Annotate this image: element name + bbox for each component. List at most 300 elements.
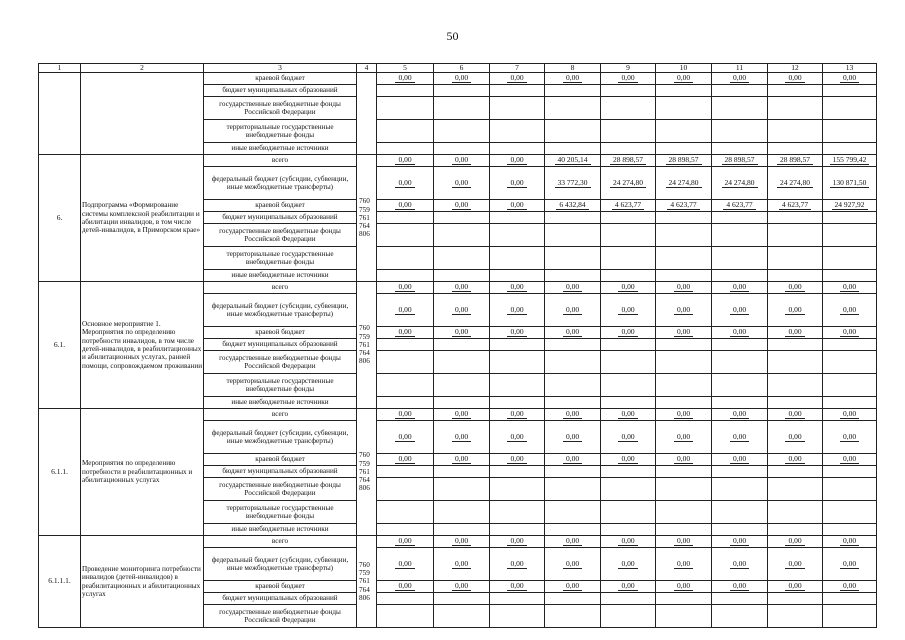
value-text: 0,00	[618, 433, 637, 442]
value-cell	[656, 294, 712, 327]
item-number: 6.1.1.1.	[39, 536, 81, 628]
value-cell	[823, 605, 877, 628]
value-cell	[545, 593, 601, 605]
value-text: 0,00	[563, 455, 582, 464]
value-cell	[377, 120, 434, 143]
value-text: 0,00	[507, 201, 526, 210]
value-cell	[823, 167, 877, 200]
value-text: 0,00	[507, 537, 526, 546]
funding-source: федеральный бюджет (субсидии, субвенции, иные межбюджетные трансферты)	[204, 167, 357, 200]
value-text: 0,00	[618, 283, 637, 292]
value-cell	[490, 605, 545, 628]
value-cell	[434, 351, 490, 374]
value-cell	[601, 327, 656, 339]
value-cell	[768, 294, 823, 327]
value-cell	[768, 270, 823, 282]
table-row	[39, 536, 877, 548]
value-text: 0,00	[730, 455, 749, 464]
column-header: 2	[81, 64, 204, 73]
value-cell	[768, 327, 823, 339]
value-text: 0,00	[395, 179, 414, 188]
value-cell	[434, 478, 490, 501]
value-text: 0,00	[452, 537, 471, 546]
value-text: 0,00	[507, 156, 526, 165]
value-cell	[601, 270, 656, 282]
value-cell	[490, 536, 545, 548]
value-cell	[377, 421, 434, 454]
funding-source: территориальные государственные внебюджетные фонды	[204, 247, 357, 270]
value-cell	[377, 397, 434, 409]
value-cell	[823, 200, 877, 212]
value-text: 6 432,84	[556, 201, 588, 210]
value-cell	[601, 421, 656, 454]
value-text: 0,00	[452, 410, 471, 419]
column-header: 8	[545, 64, 601, 73]
value-cell	[377, 536, 434, 548]
value-cell	[601, 294, 656, 327]
value-cell	[656, 247, 712, 270]
value-cell	[490, 351, 545, 374]
funding-source: бюджет муниципальных образований	[204, 85, 357, 97]
value-text: 0,00	[563, 306, 582, 315]
value-cell	[656, 212, 712, 224]
value-text: 0,00	[563, 410, 582, 419]
value-cell	[712, 270, 768, 282]
value-text: 4 623,77	[667, 201, 699, 210]
value-cell	[656, 478, 712, 501]
value-cell	[656, 524, 712, 536]
value-text: 4 623,77	[779, 201, 811, 210]
value-cell	[823, 97, 877, 120]
value-cell	[434, 605, 490, 628]
value-cell	[601, 409, 656, 421]
value-cell	[434, 409, 490, 421]
value-cell	[712, 97, 768, 120]
value-cell	[823, 224, 877, 247]
funding-source: бюджет муниципальных образований	[204, 339, 357, 351]
value-cell	[434, 581, 490, 593]
value-cell	[656, 143, 712, 155]
item-number: 6.	[39, 155, 81, 282]
funding-source: бюджет муниципальных образований	[204, 593, 357, 605]
item-number: 6.1.	[39, 282, 81, 409]
value-cell	[434, 143, 490, 155]
value-cell	[712, 605, 768, 628]
value-text: 4 623,77	[723, 201, 755, 210]
value-text: 0,00	[730, 560, 749, 569]
column-header: 11	[712, 64, 768, 73]
value-text: 0,00	[785, 306, 804, 315]
value-cell	[712, 524, 768, 536]
value-cell	[490, 212, 545, 224]
value-cell	[712, 593, 768, 605]
value-cell	[377, 155, 434, 167]
value-cell	[377, 605, 434, 628]
item-number: 6.1.1.	[39, 409, 81, 536]
value-cell	[712, 167, 768, 200]
value-text: 0,00	[563, 433, 582, 442]
value-cell	[377, 339, 434, 351]
funding-source: иные внебюджетные источники	[204, 270, 357, 282]
value-text: 0,00	[785, 328, 804, 337]
value-text: 0,00	[563, 74, 582, 83]
value-text: 0,00	[507, 410, 526, 419]
value-cell	[490, 421, 545, 454]
value-cell	[823, 454, 877, 466]
value-cell	[434, 374, 490, 397]
value-cell	[656, 200, 712, 212]
value-cell	[768, 454, 823, 466]
value-text: 0,00	[395, 560, 414, 569]
value-cell	[712, 466, 768, 478]
value-cell	[656, 421, 712, 454]
value-cell	[768, 247, 823, 270]
value-text: 0,00	[563, 328, 582, 337]
value-cell	[434, 73, 490, 85]
value-cell	[712, 374, 768, 397]
value-cell	[656, 466, 712, 478]
value-cell	[490, 120, 545, 143]
value-cell	[601, 120, 656, 143]
value-cell	[712, 247, 768, 270]
value-cell	[712, 327, 768, 339]
value-cell	[490, 270, 545, 282]
funding-source: краевой бюджет	[204, 200, 357, 212]
value-cell	[768, 605, 823, 628]
value-cell	[434, 593, 490, 605]
value-text: 0,00	[507, 74, 526, 83]
value-text: 0,00	[618, 410, 637, 419]
value-cell	[545, 97, 601, 120]
table-row	[39, 73, 877, 85]
value-cell	[434, 200, 490, 212]
value-text: 0,00	[452, 560, 471, 569]
value-cell	[377, 294, 434, 327]
funding-source: государственные внебюджетные фонды Российской Федерации	[204, 224, 357, 247]
value-cell	[490, 97, 545, 120]
value-cell	[545, 294, 601, 327]
value-text: 0,00	[840, 455, 859, 464]
value-text: 0,00	[674, 283, 693, 292]
value-cell	[545, 605, 601, 628]
funding-source: иные внебюджетные источники	[204, 524, 357, 536]
value-text: 0,00	[840, 283, 859, 292]
value-cell	[377, 282, 434, 294]
value-cell	[712, 73, 768, 85]
value-cell	[377, 212, 434, 224]
value-text: 0,00	[785, 455, 804, 464]
value-cell	[434, 224, 490, 247]
value-text: 0,00	[674, 433, 693, 442]
value-cell	[823, 548, 877, 581]
value-cell	[656, 327, 712, 339]
value-cell	[434, 397, 490, 409]
funding-source: федеральный бюджет (субсидии, субвенции, иные межбюджетные трансферты)	[204, 548, 357, 581]
value-cell	[490, 581, 545, 593]
value-cell	[601, 200, 656, 212]
value-cell	[601, 351, 656, 374]
value-text: 24 927,92	[832, 201, 868, 210]
value-cell	[601, 501, 656, 524]
value-text: 0,00	[507, 328, 526, 337]
budget-codes: 760 759 761 764 806	[357, 536, 377, 628]
value-text: 28 898,57	[722, 156, 758, 165]
value-cell	[545, 409, 601, 421]
value-cell	[434, 155, 490, 167]
value-text: 0,00	[618, 306, 637, 315]
value-cell	[768, 224, 823, 247]
value-cell	[768, 143, 823, 155]
value-cell	[823, 409, 877, 421]
value-cell	[490, 224, 545, 247]
value-cell	[377, 478, 434, 501]
value-cell	[656, 536, 712, 548]
value-text: 0,00	[785, 283, 804, 292]
value-cell	[434, 282, 490, 294]
table-row	[39, 282, 877, 294]
budget-table	[38, 63, 877, 628]
value-cell	[656, 454, 712, 466]
value-text: 0,00	[395, 328, 414, 337]
value-cell	[823, 294, 877, 327]
column-header: 10	[656, 64, 712, 73]
value-cell	[545, 454, 601, 466]
value-cell	[601, 374, 656, 397]
value-text: 0,00	[785, 560, 804, 569]
value-text: 0,00	[395, 537, 414, 546]
value-cell	[377, 200, 434, 212]
value-cell	[545, 270, 601, 282]
value-cell	[545, 548, 601, 581]
column-header: 7	[490, 64, 545, 73]
value-cell	[823, 155, 877, 167]
value-text: 0,00	[395, 201, 414, 210]
value-cell	[712, 120, 768, 143]
value-cell	[377, 97, 434, 120]
value-cell	[823, 536, 877, 548]
value-text: 0,00	[674, 328, 693, 337]
value-text: 0,00	[452, 179, 471, 188]
value-cell	[377, 167, 434, 200]
value-cell	[545, 224, 601, 247]
value-cell	[823, 282, 877, 294]
funding-source: краевой бюджет	[204, 327, 357, 339]
value-text: 0,00	[452, 306, 471, 315]
value-text: 0,00	[507, 560, 526, 569]
value-cell	[601, 339, 656, 351]
value-cell	[656, 73, 712, 85]
value-cell	[656, 85, 712, 97]
value-text: 0,00	[785, 74, 804, 83]
column-header: 4	[357, 64, 377, 73]
value-text: 0,00	[452, 74, 471, 83]
value-cell	[601, 593, 656, 605]
value-text: 0,00	[730, 328, 749, 337]
table-body	[39, 73, 877, 628]
value-cell	[545, 167, 601, 200]
value-cell	[712, 454, 768, 466]
value-text: 0,00	[395, 410, 414, 419]
item-number	[39, 73, 81, 155]
value-cell	[490, 339, 545, 351]
value-text: 0,00	[507, 179, 526, 188]
value-cell	[490, 282, 545, 294]
value-cell	[712, 548, 768, 581]
funding-source: иные внебюджетные источники	[204, 143, 357, 155]
value-cell	[712, 501, 768, 524]
funding-source: всего	[204, 409, 357, 421]
value-cell	[545, 327, 601, 339]
value-cell	[601, 397, 656, 409]
value-text: 0,00	[730, 582, 749, 591]
value-text: 0,00	[730, 306, 749, 315]
value-cell	[601, 97, 656, 120]
value-cell	[601, 167, 656, 200]
value-cell	[712, 478, 768, 501]
value-cell	[768, 212, 823, 224]
value-cell	[377, 524, 434, 536]
value-text: 24 274,80	[722, 179, 758, 188]
value-text: 0,00	[840, 537, 859, 546]
value-cell	[656, 120, 712, 143]
value-cell	[823, 478, 877, 501]
value-cell	[377, 548, 434, 581]
value-cell	[823, 212, 877, 224]
value-text: 28 898,57	[777, 156, 813, 165]
value-text: 0,00	[785, 433, 804, 442]
value-cell	[377, 501, 434, 524]
value-cell	[434, 120, 490, 143]
value-cell	[768, 120, 823, 143]
value-cell	[823, 85, 877, 97]
item-name: Подпрограмма «Формирование системы комплексной реабилитации и абилитации инвалидов, в том числе детей-инвалидов, в Приморском крае»	[81, 155, 204, 282]
item-name: Проведение мониторинга потребности инвалидов (детей-инвалидов) в реабилитационных и абилитационных услугах	[81, 536, 204, 628]
value-cell	[712, 339, 768, 351]
value-text: 40 205,14	[555, 156, 591, 165]
value-text: 28 898,57	[610, 156, 646, 165]
value-cell	[490, 524, 545, 536]
value-cell	[601, 73, 656, 85]
value-cell	[545, 143, 601, 155]
value-text: 0,00	[507, 306, 526, 315]
value-cell	[823, 339, 877, 351]
value-text: 0,00	[618, 328, 637, 337]
value-cell	[545, 120, 601, 143]
value-cell	[601, 581, 656, 593]
value-cell	[823, 466, 877, 478]
value-cell	[768, 501, 823, 524]
value-text: 0,00	[840, 306, 859, 315]
item-name	[81, 73, 204, 155]
value-cell	[768, 155, 823, 167]
value-cell	[490, 85, 545, 97]
value-cell	[768, 339, 823, 351]
value-text: 0,00	[618, 537, 637, 546]
value-cell	[712, 200, 768, 212]
value-cell	[490, 327, 545, 339]
value-cell	[434, 212, 490, 224]
value-cell	[601, 212, 656, 224]
value-cell	[656, 167, 712, 200]
value-cell	[601, 536, 656, 548]
value-cell	[545, 73, 601, 85]
value-text: 0,00	[840, 582, 859, 591]
value-text: 0,00	[395, 283, 414, 292]
value-cell	[490, 247, 545, 270]
value-cell	[434, 294, 490, 327]
value-text: 0,00	[452, 455, 471, 464]
value-cell	[377, 581, 434, 593]
table-row	[39, 409, 877, 421]
value-cell	[656, 581, 712, 593]
value-text: 0,00	[452, 201, 471, 210]
funding-source: государственные внебюджетные фонды Российской Федерации	[204, 97, 357, 120]
value-cell	[490, 294, 545, 327]
value-cell	[490, 397, 545, 409]
value-cell	[712, 143, 768, 155]
value-cell	[712, 397, 768, 409]
value-text: 0,00	[674, 537, 693, 546]
value-text: 0,00	[785, 410, 804, 419]
value-text: 0,00	[395, 433, 414, 442]
value-cell	[545, 155, 601, 167]
value-text: 0,00	[730, 410, 749, 419]
value-cell	[656, 397, 712, 409]
value-cell	[823, 270, 877, 282]
value-cell	[656, 374, 712, 397]
value-cell	[601, 155, 656, 167]
value-cell	[823, 327, 877, 339]
value-cell	[434, 524, 490, 536]
value-cell	[490, 466, 545, 478]
page-number: 50	[446, 29, 459, 43]
funding-source: всего	[204, 155, 357, 167]
value-cell	[545, 524, 601, 536]
value-cell	[601, 605, 656, 628]
value-cell	[434, 466, 490, 478]
value-cell	[545, 200, 601, 212]
value-cell	[768, 282, 823, 294]
funding-source: федеральный бюджет (субсидии, субвенции, иные межбюджетные трансферты)	[204, 421, 357, 454]
budget-codes: 760 759 761 764 806	[357, 155, 377, 282]
value-cell	[434, 327, 490, 339]
value-text: 0,00	[730, 537, 749, 546]
column-header: 5	[377, 64, 434, 73]
value-cell	[545, 536, 601, 548]
table-row	[39, 155, 877, 167]
value-cell	[768, 524, 823, 536]
value-cell	[434, 454, 490, 466]
value-cell	[434, 270, 490, 282]
value-text: 0,00	[507, 433, 526, 442]
value-cell	[823, 501, 877, 524]
value-cell	[545, 501, 601, 524]
value-cell	[712, 224, 768, 247]
value-text: 0,00	[618, 582, 637, 591]
value-text: 0,00	[730, 283, 749, 292]
value-cell	[656, 97, 712, 120]
value-cell	[768, 409, 823, 421]
value-cell	[656, 270, 712, 282]
funding-source: краевой бюджет	[204, 73, 357, 85]
budget-codes: 760 759 761 764 806	[357, 409, 377, 536]
value-cell	[656, 548, 712, 581]
funding-source: бюджет муниципальных образований	[204, 212, 357, 224]
value-cell	[490, 167, 545, 200]
value-cell	[490, 374, 545, 397]
value-cell	[434, 85, 490, 97]
value-cell	[377, 224, 434, 247]
